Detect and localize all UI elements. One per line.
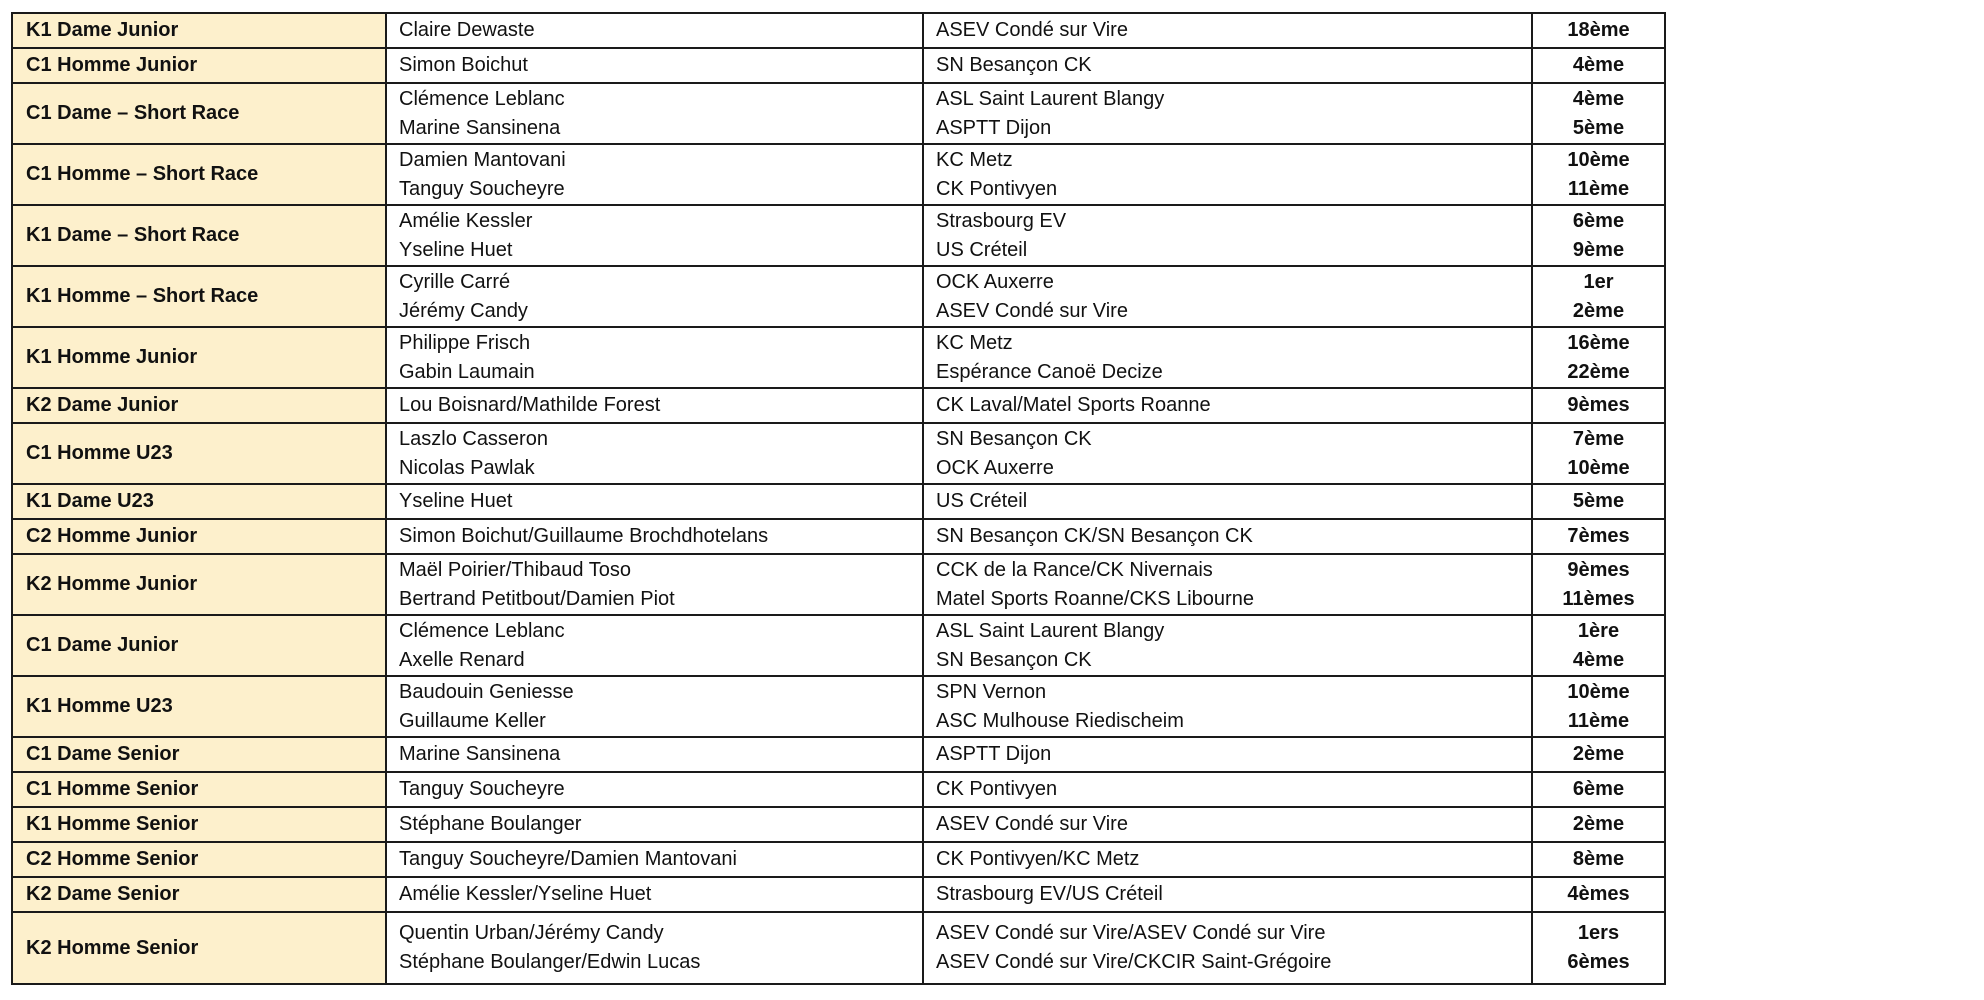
category-cell: C1 Dame Senior: [12, 737, 386, 772]
club-name: SN Besançon CK/SN Besançon CK: [936, 525, 1253, 547]
athlete-name-cell: [386, 144, 923, 205]
rank-value: 7ème: [1572, 427, 1625, 450]
club-name: SN Besançon CK: [936, 54, 1092, 76]
rank-value: 2ème: [1572, 743, 1625, 765]
category-cell: C2 Homme Junior: [12, 519, 386, 554]
rank-value-cell: [1532, 144, 1665, 205]
athlete-name: Yseline Huet: [399, 238, 513, 261]
table-row: [12, 83, 1665, 144]
table-row: [12, 912, 1665, 984]
category-cell: K1 Dame – Short Race: [12, 205, 386, 266]
athlete-name-cell: [386, 205, 923, 266]
table-row: [12, 554, 1665, 615]
rank-value-cell: [1532, 423, 1665, 484]
athlete-name-cell: [386, 737, 923, 772]
club-name: CK Pontivyen: [936, 778, 1058, 800]
rank-value-cell: [1532, 615, 1665, 676]
athlete-name: Axelle Renard: [399, 648, 525, 671]
club-name: SPN Vernon: [936, 680, 1047, 703]
rank-value-cell: [1532, 772, 1665, 807]
table-row: [12, 48, 1665, 83]
club-name: ASEV Condé sur Vire: [936, 813, 1128, 835]
rank-value: 2ème: [1572, 299, 1625, 322]
rank-value: 18ème: [1567, 19, 1630, 41]
rank-value: 9èmes: [1567, 394, 1630, 416]
club-name: CCK de la Rance/CK Nivernais: [936, 558, 1213, 581]
athlete-name-cell: [386, 615, 923, 676]
athlete-name: Stéphane Boulanger: [399, 813, 582, 835]
rank-value: 11èmes: [1562, 587, 1635, 610]
category-cell: K1 Homme – Short Race: [12, 266, 386, 327]
athlete-name-cell: [386, 48, 923, 83]
table-row: [12, 737, 1665, 772]
club-name-cell: [923, 842, 1532, 877]
club-name: US Créteil: [936, 490, 1028, 512]
rank-value: 6ème: [1572, 778, 1625, 800]
category-cell: K1 Homme U23: [12, 676, 386, 737]
club-name: ASL Saint Laurent Blangy: [936, 87, 1165, 110]
rank-value: 1er: [1583, 270, 1614, 293]
category-cell: C1 Homme U23: [12, 423, 386, 484]
club-name-cell: [923, 388, 1532, 423]
category-cell: C2 Homme Senior: [12, 842, 386, 877]
club-name: Espérance Canoë Decize: [936, 360, 1163, 383]
rank-value: 9ème: [1572, 238, 1625, 261]
club-name: KC Metz: [936, 331, 1013, 354]
club-name: Strasbourg EV: [936, 209, 1067, 232]
rank-value: 4ème: [1572, 54, 1625, 76]
rank-value: 4ème: [1572, 648, 1625, 671]
table-row: [12, 423, 1665, 484]
athlete-name: Tanguy Soucheyre: [399, 778, 565, 800]
athlete-name-cell: [386, 519, 923, 554]
club-name-cell: [923, 48, 1532, 83]
athlete-name-cell: [386, 423, 923, 484]
athlete-name: Bertrand Petitbout/Damien Piot: [399, 587, 675, 610]
athlete-name-cell: [386, 772, 923, 807]
club-name-cell: [923, 13, 1532, 48]
rank-value-cell: [1532, 842, 1665, 877]
club-name: OCK Auxerre: [936, 456, 1054, 479]
athlete-name: Cyrille Carré: [399, 270, 511, 293]
athlete-name-cell: [386, 83, 923, 144]
club-name: SN Besançon CK: [936, 648, 1092, 671]
category-cell: K2 Dame Junior: [12, 388, 386, 423]
athlete-name: Tanguy Soucheyre: [399, 177, 565, 200]
rank-value: 5ème: [1572, 116, 1625, 139]
rank-value: 10ème: [1567, 680, 1630, 703]
club-name-cell: [923, 554, 1532, 615]
rank-value-cell: [1532, 48, 1665, 83]
athlete-name-cell: [386, 912, 923, 984]
club-name: ASC Mulhouse Riedischeim: [936, 709, 1184, 732]
table-row: [12, 842, 1665, 877]
athlete-name-cell: [386, 13, 923, 48]
athlete-name: Laszlo Casseron: [399, 427, 548, 450]
club-name-cell: [923, 423, 1532, 484]
athlete-name: Marine Sansinena: [399, 743, 561, 765]
club-name: ASEV Condé sur Vire: [936, 19, 1128, 41]
athlete-name-cell: [386, 877, 923, 912]
table-row: [12, 13, 1665, 48]
results-table-body: [12, 13, 1665, 984]
category-cell: C1 Homme Junior: [12, 48, 386, 83]
table-row: [12, 327, 1665, 388]
table-row: [12, 266, 1665, 327]
athlete-name: Claire Dewaste: [399, 19, 535, 41]
category-cell: K1 Dame Junior: [12, 13, 386, 48]
athlete-name: Amélie Kessler: [399, 209, 533, 232]
results-table-wrapper: [11, 12, 1666, 985]
athlete-name-cell: [386, 266, 923, 327]
table-row: [12, 807, 1665, 842]
athlete-name: Maël Poirier/Thibaud Toso: [399, 558, 631, 581]
athlete-name-cell: [386, 327, 923, 388]
rank-value: 8ème: [1572, 848, 1625, 870]
rank-value-cell: [1532, 83, 1665, 144]
category-cell: C1 Dame – Short Race: [12, 83, 386, 144]
table-row: [12, 519, 1665, 554]
rank-value: 6èmes: [1567, 951, 1630, 973]
rank-value: 1ers: [1577, 922, 1620, 944]
rank-value-cell: [1532, 676, 1665, 737]
rank-value-cell: [1532, 266, 1665, 327]
club-name: KC Metz: [936, 148, 1013, 171]
athlete-name-cell: [386, 676, 923, 737]
club-name-cell: [923, 772, 1532, 807]
athlete-name: Stéphane Boulanger/Edwin Lucas: [399, 951, 701, 973]
rank-value-cell: [1532, 807, 1665, 842]
athlete-name: Philippe Frisch: [399, 331, 531, 354]
club-name-cell: [923, 205, 1532, 266]
athlete-name: Tanguy Soucheyre/Damien Mantovani: [399, 848, 737, 870]
rank-value: 10ème: [1567, 148, 1630, 171]
rank-value: 11ème: [1567, 177, 1630, 200]
table-row: [12, 484, 1665, 519]
athlete-name: Amélie Kessler/Yseline Huet: [399, 883, 652, 905]
athlete-name: Nicolas Pawlak: [399, 456, 535, 479]
club-name: SN Besançon CK: [936, 427, 1092, 450]
athlete-name-cell: [386, 842, 923, 877]
club-name-cell: [923, 327, 1532, 388]
rank-value: 7èmes: [1567, 525, 1630, 547]
table-row: [12, 144, 1665, 205]
club-name: ASPTT Dijon: [936, 743, 1052, 765]
rank-value: 10ème: [1567, 456, 1630, 479]
athlete-name: Gabin Laumain: [399, 360, 535, 383]
rank-value: 4èmes: [1567, 883, 1630, 905]
club-name: CK Pontivyen: [936, 177, 1058, 200]
athlete-name: Lou Boisnard/Mathilde Forest: [399, 394, 661, 416]
rank-value-cell: [1532, 877, 1665, 912]
rank-value-cell: [1532, 912, 1665, 984]
rank-value-cell: [1532, 388, 1665, 423]
club-name: ASEV Condé sur Vire: [936, 299, 1128, 322]
athlete-name: Simon Boichut/Guillaume Brochdhotelans: [399, 525, 769, 547]
athlete-name: Baudouin Geniesse: [399, 680, 574, 703]
athlete-name: Guillaume Keller: [399, 709, 546, 732]
athlete-name: Jérémy Candy: [399, 299, 528, 322]
category-cell: K1 Homme Senior: [12, 807, 386, 842]
rank-value: 16ème: [1567, 331, 1630, 354]
category-cell: C1 Homme Senior: [12, 772, 386, 807]
rank-value-cell: [1532, 13, 1665, 48]
athlete-name: Quentin Urban/Jérémy Candy: [399, 922, 664, 944]
athlete-name: Clémence Leblanc: [399, 619, 565, 642]
rank-value: 6ème: [1572, 209, 1625, 232]
table-row: [12, 388, 1665, 423]
table-row: [12, 772, 1665, 807]
club-name-cell: [923, 519, 1532, 554]
table-row: [12, 877, 1665, 912]
club-name: CK Pontivyen/KC Metz: [936, 848, 1140, 870]
club-name: ASEV Condé sur Vire/ASEV Condé sur Vire: [936, 922, 1326, 944]
results-table: [11, 12, 1666, 985]
club-name: OCK Auxerre: [936, 270, 1054, 293]
rank-value: 4ème: [1572, 87, 1625, 110]
rank-value: 22ème: [1567, 360, 1630, 383]
table-row: [12, 676, 1665, 737]
rank-value: 9èmes: [1567, 558, 1630, 581]
rank-value-cell: [1532, 484, 1665, 519]
athlete-name: Marine Sansinena: [399, 116, 561, 139]
rank-value-cell: [1532, 554, 1665, 615]
athlete-name-cell: [386, 388, 923, 423]
club-name-cell: [923, 912, 1532, 984]
club-name: ASPTT Dijon: [936, 116, 1052, 139]
category-cell: K2 Homme Junior: [12, 554, 386, 615]
club-name-cell: [923, 877, 1532, 912]
club-name: Matel Sports Roanne/CKS Libourne: [936, 587, 1254, 610]
table-row: [12, 615, 1665, 676]
club-name: Strasbourg EV/US Créteil: [936, 883, 1163, 905]
club-name-cell: [923, 484, 1532, 519]
club-name-cell: [923, 83, 1532, 144]
athlete-name: Damien Mantovani: [399, 148, 566, 171]
rank-value-cell: [1532, 737, 1665, 772]
table-row: [12, 205, 1665, 266]
category-cell: K1 Homme Junior: [12, 327, 386, 388]
rank-value: 1ère: [1577, 619, 1620, 642]
rank-value-cell: [1532, 327, 1665, 388]
club-name-cell: [923, 676, 1532, 737]
category-cell: K2 Homme Senior: [12, 912, 386, 984]
athlete-name: Simon Boichut: [399, 54, 528, 76]
club-name: ASEV Condé sur Vire/CKCIR Saint-Grégoire: [936, 951, 1332, 973]
club-name-cell: [923, 266, 1532, 327]
club-name: ASL Saint Laurent Blangy: [936, 619, 1165, 642]
club-name: US Créteil: [936, 238, 1028, 261]
category-cell: K2 Dame Senior: [12, 877, 386, 912]
athlete-name: Yseline Huet: [399, 490, 513, 512]
rank-value: 2ème: [1572, 813, 1625, 835]
rank-value: 11ème: [1567, 709, 1630, 732]
athlete-name-cell: [386, 554, 923, 615]
club-name-cell: [923, 807, 1532, 842]
rank-value-cell: [1532, 519, 1665, 554]
athlete-name: Clémence Leblanc: [399, 87, 565, 110]
rank-value-cell: [1532, 205, 1665, 266]
club-name: CK Laval/Matel Sports Roanne: [936, 394, 1211, 416]
club-name-cell: [923, 615, 1532, 676]
athlete-name-cell: [386, 484, 923, 519]
category-cell: C1 Dame Junior: [12, 615, 386, 676]
rank-value: 5ème: [1572, 490, 1625, 512]
category-cell: C1 Homme – Short Race: [12, 144, 386, 205]
club-name-cell: [923, 144, 1532, 205]
athlete-name-cell: [386, 807, 923, 842]
category-cell: K1 Dame U23: [12, 484, 386, 519]
club-name-cell: [923, 737, 1532, 772]
